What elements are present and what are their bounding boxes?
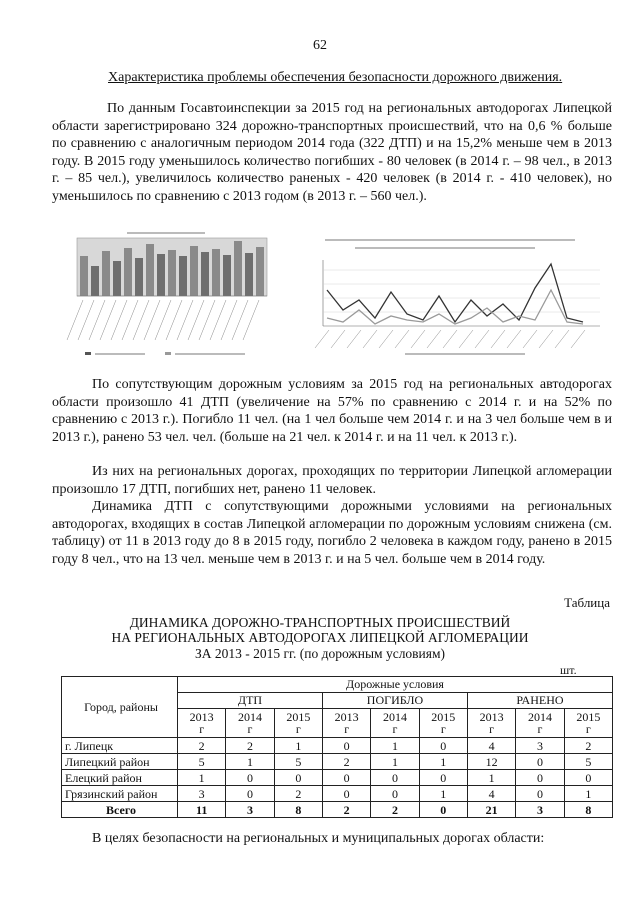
header-group-killed: ПОГИБЛО (322, 693, 467, 709)
tick-mark (507, 330, 521, 348)
city-cell: Грязинский район (62, 786, 178, 802)
bar-mark (190, 246, 198, 296)
value-cell: 2 (178, 738, 226, 754)
value-cell: 11 (178, 802, 226, 818)
table-label: Таблица (564, 595, 610, 610)
value-cell: 0 (371, 786, 419, 802)
bar-mark (135, 258, 143, 296)
tick-mark (523, 330, 537, 348)
table-row (62, 786, 613, 802)
bar-mark (168, 250, 176, 296)
header-year: 2014 г (226, 709, 274, 738)
value-cell: 5 (178, 754, 226, 770)
value-cell: 1 (371, 754, 419, 770)
section-heading: Характеристика проблемы обеспечения безопасности дорожного движения. (108, 70, 563, 85)
value-cell: 5 (564, 754, 612, 770)
bar-mark (179, 256, 187, 296)
table-title-line-3: ЗА 2013 - 2015 гг. (по дорожным условиям) (194, 646, 446, 661)
header-year: 2015 г (274, 709, 322, 738)
value-cell: 1 (274, 738, 322, 754)
city-cell: г. Липецк (62, 738, 178, 754)
value-cell: 0 (322, 738, 370, 754)
tick-mark (379, 330, 393, 348)
value-cell: 1 (226, 754, 274, 770)
tick-mark (427, 330, 441, 348)
value-cell: 12 (467, 754, 515, 770)
value-cell: 0 (419, 738, 467, 754)
header-group-dtp: ДТП (178, 693, 323, 709)
city-cell: Всего (62, 802, 178, 818)
value-cell: 3 (516, 738, 564, 754)
bar-mark (234, 241, 242, 296)
value-cell: 2 (564, 738, 612, 754)
tick-mark (395, 330, 409, 348)
value-cell: 21 (467, 802, 515, 818)
paragraph-dynamics: Динамика ДТП с сопутствующими дорожными условиями на региональных автодорогах, входящих в состав Липецкой агломерации по дорожным условиям снижена (см. таблицу) от 11 в 2013 году до 8 в 2015 году, погибло 2 человека в каждом году, ранено в 2015 году 8 чел., что на 13 чел. меньше чем в 2013 г. и на 5 чел. больше чем в 2014 году. (52, 499, 612, 567)
header-year: 2014 г (516, 709, 564, 738)
line-chart-image (315, 240, 600, 354)
value-cell: 2 (274, 786, 322, 802)
tick-mark (347, 330, 361, 348)
value-cell: 0 (516, 786, 564, 802)
paragraph-safety-measures: В целях безопасности на региональных и муниципальных дорогах области: (92, 831, 545, 846)
value-cell: 8 (564, 802, 612, 818)
tick-mark (555, 330, 569, 348)
header-year: 2015 г (564, 709, 612, 738)
embedded-charts-image (55, 230, 615, 360)
header-year: 2014 г (371, 709, 419, 738)
bar-mark (91, 266, 99, 296)
tick-mark (443, 330, 457, 348)
table-row (62, 738, 613, 754)
value-cell: 0 (516, 770, 564, 786)
tick-mark (459, 330, 473, 348)
value-cell: 2 (322, 802, 370, 818)
value-cell: 0 (274, 770, 322, 786)
value-cell: 0 (419, 770, 467, 786)
value-cell: 3 (178, 786, 226, 802)
value-cell: 0 (226, 770, 274, 786)
header-city: Город, районы (62, 677, 178, 738)
header-road-conditions: Дорожные условия (178, 677, 613, 693)
value-cell: 0 (419, 802, 467, 818)
bar-mark (124, 248, 132, 296)
tick-mark (331, 330, 345, 348)
value-cell: 8 (274, 802, 322, 818)
value-cell: 3 (226, 802, 274, 818)
city-cell: Липецкий район (62, 754, 178, 770)
value-cell: 1 (178, 770, 226, 786)
bar-mark (157, 254, 165, 296)
value-cell: 1 (371, 738, 419, 754)
table-total-row (62, 802, 613, 818)
bar-mark (113, 261, 121, 296)
value-cell: 2 (322, 754, 370, 770)
bar-mark (102, 251, 110, 296)
city-cell: Елецкий район (62, 770, 178, 786)
paragraph-statistics: По данным Госавтоинспекции за 2015 год на региональных автодорогах Липецкой области зарегистрировано 324 дорожно-транспортных происшествий, что на 0,6 % больше по сравнению с аналогичным периодом 2014 года (322 ДТП) и на 15,2% меньше чем в 2013 году. В 2015 году уменьшилось количество погибших - 80 человек (в 2014 г. – 98 чел., в 2013 г. – 85 чел.), увеличилось количество раненых - 420 человек (в 2014 г. - 410 человек), но уменьшилось по сравнению с 2013 годом (в 2013 г. – 560 чел.). (52, 101, 612, 204)
tick-mark (315, 330, 329, 348)
header-year: 2015 г (419, 709, 467, 738)
tick-mark (411, 330, 425, 348)
paragraph-road-conditions: По сопутствующим дорожным условиям за 2015 год на региональных автодорогах области произошло 41 ДТП (увеличение на 57% по сравнению с 2014 г. и на 52% по сравнению с 2013 г.). Погибло 11 чел. (на 1 чел больше чем 2014 г. и на 3 чел больше чем в и 2013 г.), ранено 53 чел. чел. (больше на 21 чел. к 2014 г. и на 11 чел. к 2013 г.). (52, 377, 612, 445)
table-title-line-1: ДИНАМИКА ДОРОЖНО-ТРАНСПОРТНЫХ ПРОИСШЕСТВИЙ (129, 615, 511, 630)
bar-mark (146, 244, 154, 296)
bar-mark (212, 249, 220, 296)
tick-mark (363, 330, 377, 348)
value-cell: 4 (467, 738, 515, 754)
page-number: 62 (313, 38, 327, 53)
bar-mark (80, 256, 88, 296)
value-cell: 1 (564, 786, 612, 802)
table-title-line-2: НА РЕГИОНАЛЬНЫХ АВТОДОРОГАХ ЛИПЕЦКОЙ АГЛОМЕРАЦИИ (111, 630, 529, 645)
value-cell: 1 (419, 754, 467, 770)
bar-mark (201, 252, 209, 296)
value-cell: 0 (516, 754, 564, 770)
header-year: 2013 г (467, 709, 515, 738)
value-cell: 1 (467, 770, 515, 786)
bar-mark (245, 253, 253, 296)
paragraph-agglomeration: Из них на региональных дорогах, проходящих по территории Липецкой агломерации произошло 17 ДТП, погибших нет, ранено 11 человек. (52, 464, 612, 497)
accident-dynamics-table (61, 676, 613, 818)
value-cell: 1 (419, 786, 467, 802)
table-row (62, 754, 613, 770)
tick-mark (491, 330, 505, 348)
tick-mark (475, 330, 489, 348)
value-cell: 2 (371, 802, 419, 818)
table-unit: шт. (560, 663, 577, 677)
tick-mark (539, 330, 553, 348)
value-cell: 3 (516, 802, 564, 818)
header-year: 2013 г (178, 709, 226, 738)
value-cell: 4 (467, 786, 515, 802)
value-cell: 2 (226, 738, 274, 754)
header-year: 2013 г (322, 709, 370, 738)
header-group-injured: РАНЕНО (467, 693, 612, 709)
value-cell: 0 (226, 786, 274, 802)
value-cell: 5 (274, 754, 322, 770)
value-cell: 0 (322, 786, 370, 802)
bar-chart-image (67, 233, 267, 355)
table-row (62, 770, 613, 786)
value-cell: 0 (371, 770, 419, 786)
bar-mark (223, 255, 231, 296)
bar-mark (256, 247, 264, 296)
value-cell: 0 (322, 770, 370, 786)
value-cell: 0 (564, 770, 612, 786)
tick-mark (571, 330, 585, 348)
